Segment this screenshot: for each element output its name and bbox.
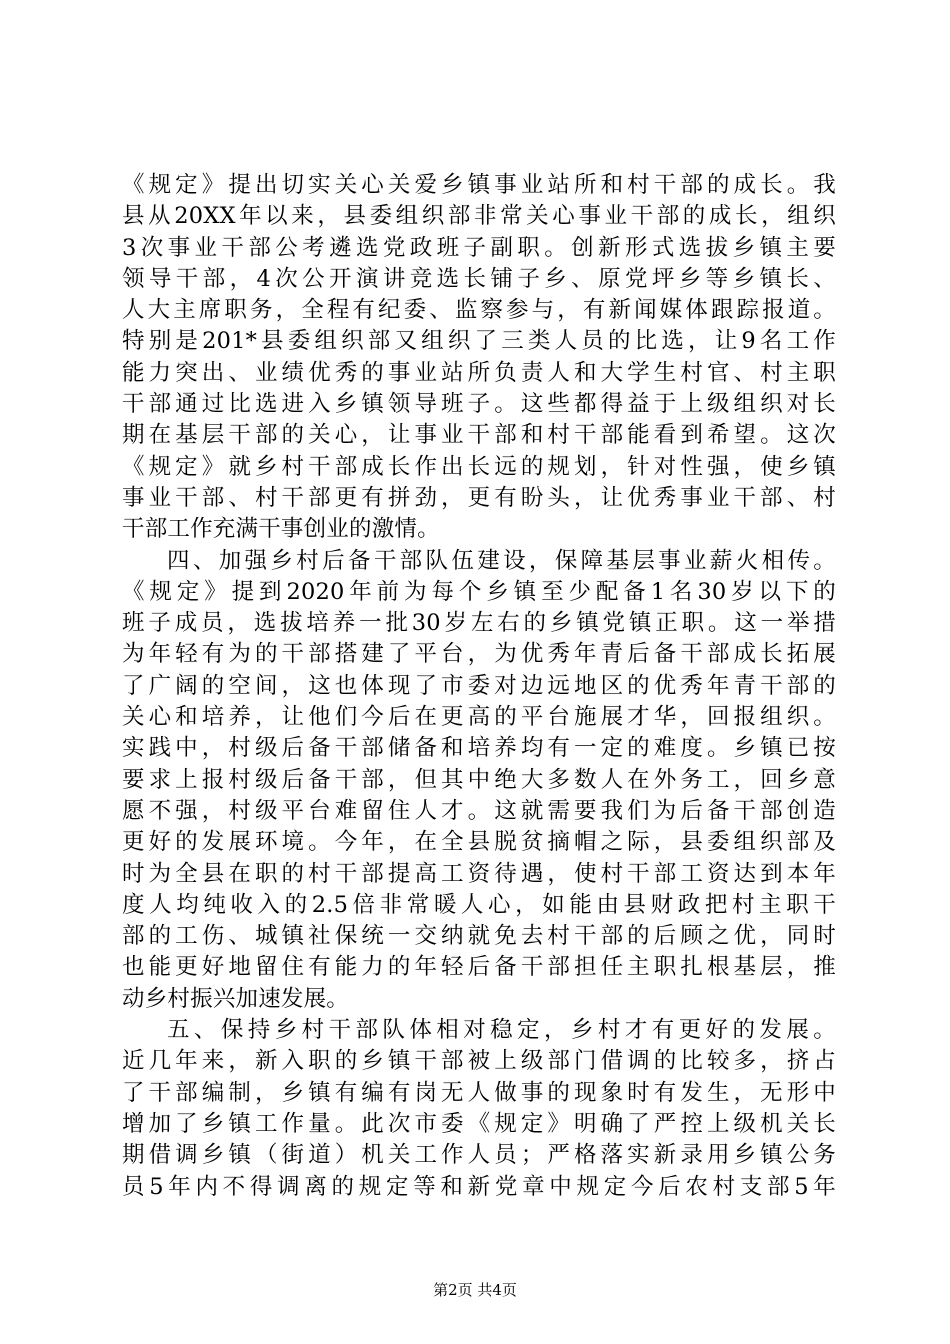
text-line: 员5年内不得调离的规定等和新党章中规定今后农村支部5年 [122, 1173, 836, 1200]
text-line: 干部通过比选进入乡镇领导班子。这些都得益于上级组织对长 [122, 391, 836, 418]
text-line: 能力突出、业绩优秀的事业站所负责人和大学生村官、村主职 [122, 359, 836, 386]
text-line: 要求上报村级后备干部，但其中绝大多数人在外务工，回乡意 [122, 766, 836, 793]
text-line: 度人均纯收入的2.5倍非常暖人心，如能由县财政把村主职干 [122, 891, 836, 918]
text-line: 《规定》提到2020年前为每个乡镇至少配备1名30岁以下的 [122, 578, 836, 605]
text-line: 事业干部、村干部更有拼劲，更有盼头，让优秀事业干部、村 [122, 484, 836, 511]
section-heading-5: 五、保持乡村干部队体相对稳定，乡村才有更好的发展。 [167, 1017, 836, 1044]
text-line: 了广阔的空间，这也体现了市委对边远地区的优秀年青干部的 [122, 672, 836, 699]
page-number-label: 第2页 共4页 [433, 1281, 517, 1299]
text-line: 近几年来，新入职的乡镇干部被上级部门借调的比较多，挤占 [122, 1048, 836, 1075]
section-heading-4: 四、加强乡村后备干部队伍建设，保障基层事业薪火相传。 [167, 547, 836, 574]
text-line: 为年轻有为的干部搭建了平台，为优秀年青后备干部成长拓展 [122, 641, 836, 668]
text-line: 实践中，村级后备干部储备和培养均有一定的难度。乡镇已按 [122, 735, 836, 762]
text-line: 期在基层干部的关心，让事业干部和村干部能看到希望。这次 [122, 422, 836, 449]
text-line: 特别是201*县委组织部又组织了三类人员的比选，让9名工作 [122, 328, 836, 355]
text-line: 时为全县在职的村干部提高工资待遇，使村干部工资达到本年 [122, 860, 836, 887]
text-line: 关心和培养，让他们今后在更高的平台施展才华，回报组织。 [122, 704, 836, 731]
text-line: 部的工伤、城镇社保统一交纳就免去村干部的后顾之优，同时 [122, 923, 836, 950]
text-line: 《规定》就乡村干部成长作出长远的规划，针对性强，使乡镇 [122, 453, 836, 480]
text-line: 了干部编制，乡镇有编有岗无人做事的现象时有发生，无形中 [122, 1079, 836, 1106]
text-line: 干部工作充满干事创业的激情。 [122, 516, 440, 543]
text-line: 县从20XX年以来，县委组织部非常关心事业干部的成长，组织 [122, 203, 836, 230]
text-line: 动乡村振兴加速发展。 [122, 985, 350, 1012]
text-line: 更好的发展环境。今年，在全县脱贫摘帽之际，县委组织部及 [122, 829, 836, 856]
text-line: 3次事业干部公考遴选党政班子副职。创新形式选拔乡镇主要 [122, 234, 836, 261]
text-line: 领导干部，4次公开演讲竞选长铺子乡、原党坪乡等乡镇长、 [122, 265, 836, 292]
text-line: 也能更好地留住有能力的年轻后备干部担任主职扎根基层，推 [122, 954, 836, 981]
text-line: 《规定》提出切实关心关爱乡镇事业站所和村干部的成长。我 [122, 172, 836, 198]
text-line: 愿不强，村级平台难留住人才。这就需要我们为后备干部创造 [122, 797, 836, 824]
text-line: 人大主席职务，全程有纪委、监察参与，有新闻媒体跟踪报道。 [122, 297, 836, 324]
text-line: 增加了乡镇工作量。此次市委《规定》明确了严控上级机关长 [122, 1110, 836, 1137]
text-line: 班子成员，选拔培养一批30岁左右的乡镇党镇正职。这一举措 [122, 610, 836, 637]
text-line: 期借调乡镇（街道）机关工作人员；严格落实新录用乡镇公务 [122, 1142, 836, 1169]
document-body [122, 170, 836, 1203]
page-footer [0, 1280, 950, 1300]
